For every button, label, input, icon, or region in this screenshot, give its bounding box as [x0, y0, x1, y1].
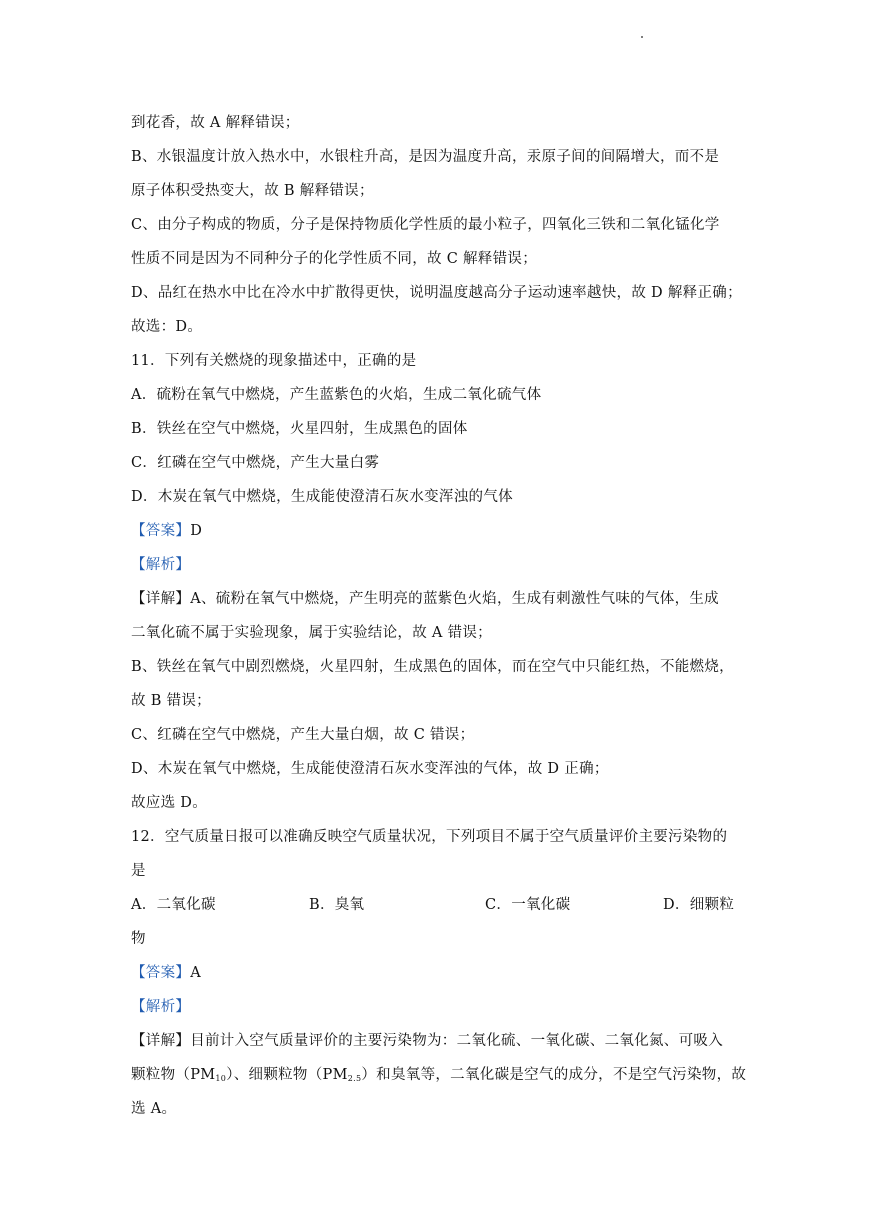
analysis-tag: 【解析】 — [131, 999, 191, 1015]
detail-text: A、硫粉在氧气中燃烧，产生明亮的蓝紫色火焰，生成有刺激性气味的气体，生成 — [190, 591, 719, 607]
pm10-subscript: 10 — [215, 1074, 227, 1083]
page-content — [131, 108, 747, 1128]
q11-detail-line: 故应选 D。 — [131, 795, 208, 811]
pm25-subscript: 2.5 — [347, 1074, 362, 1083]
q11-option-c: C．红磷在空气中燃烧，产生大量白雾 — [131, 455, 380, 471]
text-line: 故选：D。 — [131, 319, 203, 335]
question-11-stem: 11．下列有关燃烧的现象描述中，正确的是 — [131, 353, 417, 369]
q11-detail-line: D、木炭在氧气中燃烧，生成能使澄清石灰水变浑浊的气体，故 D 正确； — [131, 761, 609, 777]
q12-option-c: C．一氧化碳 — [485, 897, 571, 913]
q12-option-a: A．二氧化碳 — [131, 897, 216, 913]
text-line: B、水银温度计放入热水中，水银柱升高，是因为温度升高，汞原子间的间隔增大，而不是 — [131, 149, 720, 165]
analysis-tag: 【解析】 — [131, 557, 191, 573]
text-line: 到花香，故 A 解释错误； — [131, 115, 300, 131]
detail-tag: 【详解】 — [131, 1033, 191, 1049]
page-mark-dot — [641, 36, 643, 38]
text-line: C、由分子构成的物质，分子是保持物质化学性质的最小粒子，四氧化三铁和二氧化锰化学 — [131, 217, 720, 233]
q12-choices — [131, 890, 741, 924]
q11-option-b: B．铁丝在空气中燃烧，火星四射，生成黑色的固体 — [131, 421, 468, 437]
text-line: 性质不同是因为不同种分子的化学性质不同，故 C 解释错误； — [131, 251, 538, 267]
q12-detail-line — [131, 1060, 747, 1094]
q11-option-a: A．硫粉在氧气中燃烧，产生蓝紫色的火焰，生成二氧化硫气体 — [131, 387, 542, 403]
question-12-stem: 12．空气质量日报可以准确反映空气质量状况，下列项目不属于空气质量评价主要污染物的 — [131, 829, 728, 845]
detail-text: 目前计入空气质量评价的主要污染物为：二氧化硫、一氧化碳、二氧化氮、可吸入 — [190, 1033, 723, 1049]
text-line: 原子体积受热变大，故 B 解释错误； — [131, 183, 374, 199]
q12-option-d-wrap: 物 — [131, 931, 146, 947]
answer-value: D — [190, 523, 203, 539]
q12-detail-line — [131, 1026, 741, 1060]
q11-analysis — [131, 550, 741, 584]
q12-detail-line: 选 A。 — [131, 1101, 177, 1117]
q12-option-b: B．臭氧 — [309, 897, 365, 913]
q11-answer — [131, 516, 741, 550]
q11-detail-line: 二氧化硫不属于实验现象，属于实验结论，故 A 错误； — [131, 625, 492, 641]
detail-text-part: 颗粒物（PM — [131, 1067, 216, 1083]
q11-detail-line — [131, 584, 741, 618]
q11-detail-line: B、铁丝在氧气中剧烈燃烧，火星四射，生成黑色的固体，而在空气中只能红热，不能燃烧， — [131, 659, 734, 675]
q11-option-d: D．木炭在氧气中燃烧，生成能使澄清石灰水变浑浊的气体 — [131, 489, 513, 505]
answer-value: A — [190, 965, 201, 981]
detail-text-part: ）和臭氧等，二氧化碳是空气的成分，不是空气污染物，故 — [361, 1067, 747, 1083]
question-12-stem-cont: 是 — [131, 863, 146, 879]
q11-detail-line: 故 B 错误； — [131, 693, 211, 709]
detail-tag: 【详解】 — [131, 591, 191, 607]
q12-answer — [131, 958, 741, 992]
answer-tag: 【答案】 — [131, 523, 191, 539]
text-line: D、品红在热水中比在冷水中扩散得更快，说明温度越高分子运动速率越快，故 D 解释正确； — [131, 285, 742, 301]
q12-analysis — [131, 992, 741, 1026]
q11-detail-line: C、红磷在空气中燃烧，产生大量白烟，故 C 错误； — [131, 727, 475, 743]
answer-tag: 【答案】 — [131, 965, 191, 981]
detail-text-part: ）、细颗粒物（PM — [226, 1067, 348, 1083]
q12-option-d: D．细颗粒 — [663, 897, 735, 913]
